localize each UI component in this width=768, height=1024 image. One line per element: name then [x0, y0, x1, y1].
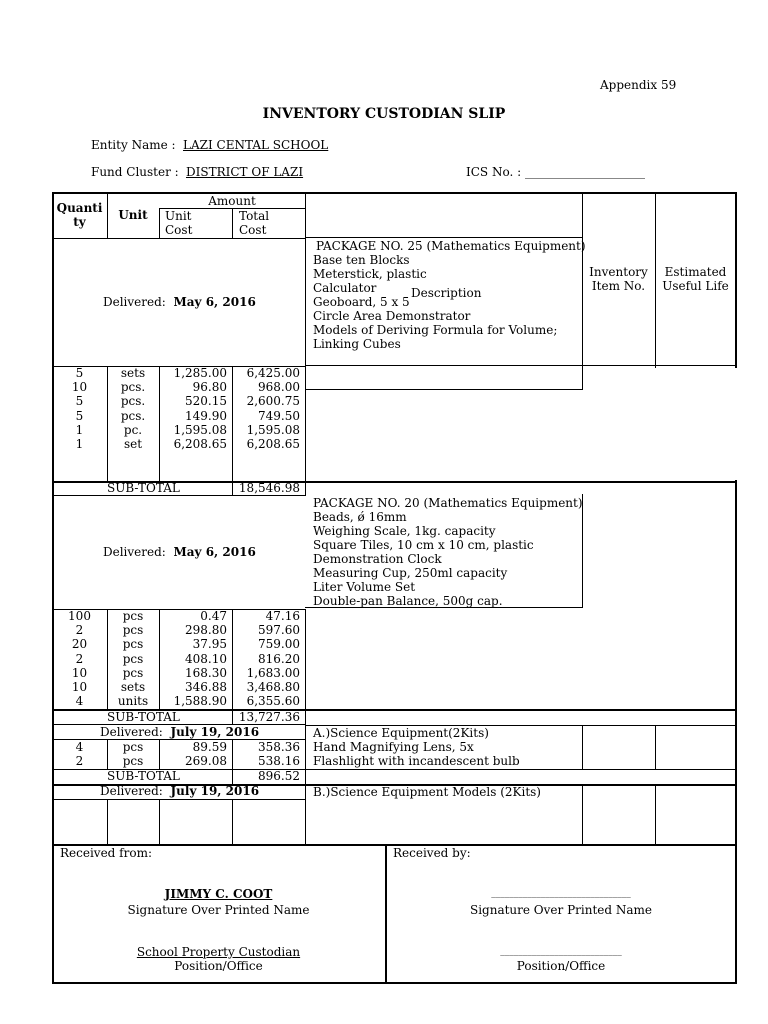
package-1-subtotal: 18,546.98 [238, 481, 300, 495]
package-1-units: sets pcs. pcs. pcs. pc. set [120, 366, 146, 451]
list-item: Linking Cubes [313, 337, 401, 351]
package-2-total-costs: 47.16 597.60 759.00 816.20 1,683.00 3,468.80 6,355.60 [246, 609, 300, 709]
list-item: Square Tiles, 10 cm x 10 cm, plastic [313, 538, 534, 552]
package-2-title: PACKAGE NO. 20 (Mathematics Equipment) [313, 496, 583, 510]
received-from-signature-caption: Signature Over Printed Name [127, 903, 310, 917]
received-by-position-line: ___________________________ [500, 946, 622, 956]
package-1-delivered: Delivered: May 6, 2016 [103, 295, 256, 309]
package-3-unit-costs: 89.59 269.08 [185, 740, 227, 769]
package-1-quantities: 5 10 5 5 1 1 [71, 366, 88, 451]
page-title: INVENTORY CUSTODIAN SLIP [262, 106, 506, 122]
received-from-name: JIMMY C. COOT [164, 887, 273, 901]
package-2-unit-costs: 0.47 298.80 37.95 408.10 168.30 346.88 1,588.90 [173, 609, 227, 709]
list-item: Models of Deriving Formula for Volume; [313, 323, 558, 337]
package-2-quantities: 100 2 20 2 10 10 4 [68, 609, 91, 709]
fund-cluster-value: DISTRICT OF LAZI [186, 165, 304, 179]
appendix-label: Appendix 59 [600, 78, 677, 92]
list-item: Hand Magnifying Lens, 5x [313, 740, 474, 754]
package-1-title: PACKAGE NO. 25 (Mathematics Equipment) [316, 239, 586, 253]
package-1-unit-costs: 1,285.00 96.80 520.15 149.90 1,595.08 6,208.65 [173, 366, 227, 451]
received-from-position-caption: Position/Office [174, 959, 263, 973]
list-item: Calculator [313, 281, 377, 295]
package-1-total-costs: 6,425.00 968.00 2,600.75 749.50 1,595.08 6,208.65 [246, 366, 300, 451]
package-3-delivered: Delivered: July 19, 2016 [100, 725, 260, 739]
package-1-description [313, 239, 586, 351]
header-quantity: Quanti ty [56, 201, 103, 229]
header-unit: Unit [118, 208, 148, 222]
fund-cluster-label: Fund Cluster : [91, 165, 179, 179]
package-3-total-costs: 358.36 538.16 [258, 740, 300, 769]
package-2-subtotal-label: SUB-TOTAL [107, 710, 180, 724]
list-item: Flashlight with incandescent bulb [313, 754, 520, 768]
package-2-subtotal: 13,727.36 [238, 710, 300, 724]
entity-name-value: LAZI CENTAL SCHOOL [183, 138, 329, 152]
list-item: Meterstick, plastic [313, 267, 427, 281]
list-item: Base ten Blocks [313, 253, 410, 267]
package-3-subtotal: 896.52 [258, 769, 300, 783]
list-item: Beads, ǿ 16mm [313, 510, 407, 524]
package-3-subtotal-label: SUB-TOTAL [107, 769, 180, 783]
header-total-cost: Total Cost [239, 209, 270, 237]
header-description: Description [411, 286, 482, 300]
package-3-units: pcs pcs [122, 740, 144, 769]
header-amount: Amount [208, 194, 256, 208]
header-estimated-useful-life: Estimated Useful Life [662, 265, 729, 293]
package-3-description [313, 726, 520, 768]
received-from-position: School Property Custodian [136, 945, 301, 959]
list-item: Weighing Scale, 1kg. capacity [313, 524, 496, 538]
list-item: Demonstration Clock [313, 552, 442, 566]
list-item: Double-pan Balance, 500g cap. [313, 594, 503, 608]
package-4-title: B.)Science Equipment Models (2Kits) [313, 785, 541, 799]
ics-no-field: ICS No. : ____________________ [466, 165, 645, 179]
list-item: Circle Area Demonstrator [313, 309, 471, 323]
list-item: Geoboard, 5 x 5 [313, 295, 410, 309]
received-from-label: Received from: [60, 846, 152, 860]
package-2-delivered: Delivered: May 6, 2016 [103, 545, 256, 559]
header-unit-cost: Unit Cost [165, 209, 193, 237]
list-item: Measuring Cup, 250ml capacity [313, 566, 508, 580]
package-3-title: A.)Science Equipment(2Kits) [313, 726, 489, 740]
package-2-description [313, 496, 583, 608]
package-4-delivered: Delivered: July 19, 2016 [100, 784, 260, 798]
list-item: Liter Volume Set [313, 580, 416, 594]
package-1-subtotal-label: SUB-TOTAL [107, 481, 180, 495]
package-3-quantities: 4 2 [75, 740, 84, 769]
entity-name-label: Entity Name : [91, 138, 176, 152]
received-by-signature-caption: Signature Over Printed Name [469, 903, 653, 917]
package-2-units: pcs pcs pcs pcs pcs sets units [117, 609, 149, 709]
received-by-label: Received by: [393, 846, 471, 860]
header-inventory-item-no: Inventory Item No. [589, 265, 648, 293]
received-by-signature-line: _______________________________ [491, 888, 631, 898]
received-by-position-caption: Position/Office [516, 959, 606, 973]
